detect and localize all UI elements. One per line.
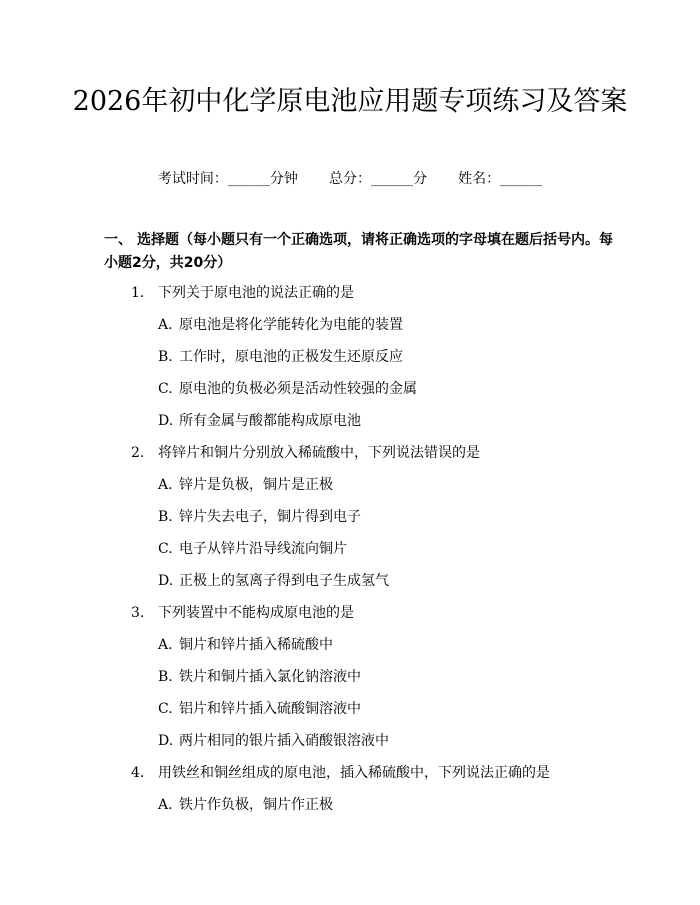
option-letter: D. [158, 733, 174, 749]
option-letter: A. [158, 477, 173, 493]
question-2 [131, 442, 480, 462]
option-text: 电子从锌片沿导线流向铜片 [179, 541, 347, 557]
option-a [158, 794, 333, 814]
option-letter: C. [158, 701, 173, 717]
option-d [158, 410, 361, 430]
option-text: 所有金属与酸都能构成原电池 [179, 413, 361, 429]
option-text: 铁片和铜片插入氯化钠溶液中 [179, 669, 361, 685]
option-text: 原电池的负极必须是活动性较强的金属 [179, 381, 417, 397]
option-text: 铜片和锌片插入稀硫酸中 [179, 637, 333, 653]
option-letter: D. [158, 413, 174, 429]
option-b [158, 506, 361, 526]
section-heading [104, 229, 624, 275]
question-text: 将锌片和铜片分别放入稀硫酸中，下列说法错误的是 [158, 445, 480, 461]
question-text: 用铁丝和铜丝组成的原电池，插入稀硫酸中，下列说法正确的是 [158, 765, 550, 781]
option-text: 锌片是负极，铜片是正极 [179, 477, 333, 493]
option-a [158, 634, 333, 654]
option-text: 铁片作负极，铜片作正极 [179, 797, 333, 813]
total-score: 总分：______分 [329, 171, 427, 187]
question-number: 1. [131, 285, 145, 301]
option-letter: B. [158, 669, 173, 685]
option-letter: C. [158, 381, 173, 397]
option-letter: C. [158, 541, 173, 557]
option-c [158, 378, 417, 398]
option-letter: B. [158, 509, 173, 525]
option-text: 锌片失去电子，铜片得到电子 [179, 509, 361, 525]
option-b [158, 666, 361, 686]
option-text: 正极上的氢离子得到电子生成氢气 [179, 573, 389, 589]
option-letter: A. [158, 317, 173, 333]
option-text: 铝片和锌片插入硫酸铜溶液中 [179, 701, 361, 717]
question-number: 2. [131, 445, 145, 461]
option-letter: A. [158, 637, 173, 653]
page-title: 2026年初中化学原电池应用题专项练习及答案 [72, 86, 628, 117]
question-text: 下列关于原电池的说法正确的是 [158, 285, 354, 301]
exam-info [0, 168, 700, 188]
option-d [158, 570, 389, 590]
question-text: 下列装置中不能构成原电池的是 [158, 605, 354, 621]
option-text: 原电池是将化学能转化为电能的装置 [179, 317, 403, 333]
option-letter: B. [158, 349, 173, 365]
exam-time: 考试时间：______分钟 [157, 171, 298, 187]
option-a [158, 314, 403, 334]
option-text: 工作时，原电池的正极发生还原反应 [179, 349, 403, 365]
question-1 [131, 282, 354, 302]
option-letter: A. [158, 797, 173, 813]
option-letter: D. [158, 573, 174, 589]
question-3 [131, 602, 354, 622]
option-text: 两片相同的银片插入硝酸银溶液中 [179, 733, 389, 749]
option-c [158, 538, 347, 558]
option-c [158, 698, 361, 718]
question-number: 4. [131, 765, 145, 781]
section-instructions: 选择题（每小题只有一个正确选项，请将正确选项的字母填在题后括号内。每小题2分，共20分） [104, 232, 613, 271]
question-number: 3. [131, 605, 145, 621]
section-number: 一、 [104, 232, 132, 248]
option-d [158, 730, 389, 750]
option-a [158, 474, 333, 494]
student-name: 姓名：______ [458, 171, 543, 187]
question-4 [131, 762, 550, 782]
option-b [158, 346, 403, 366]
